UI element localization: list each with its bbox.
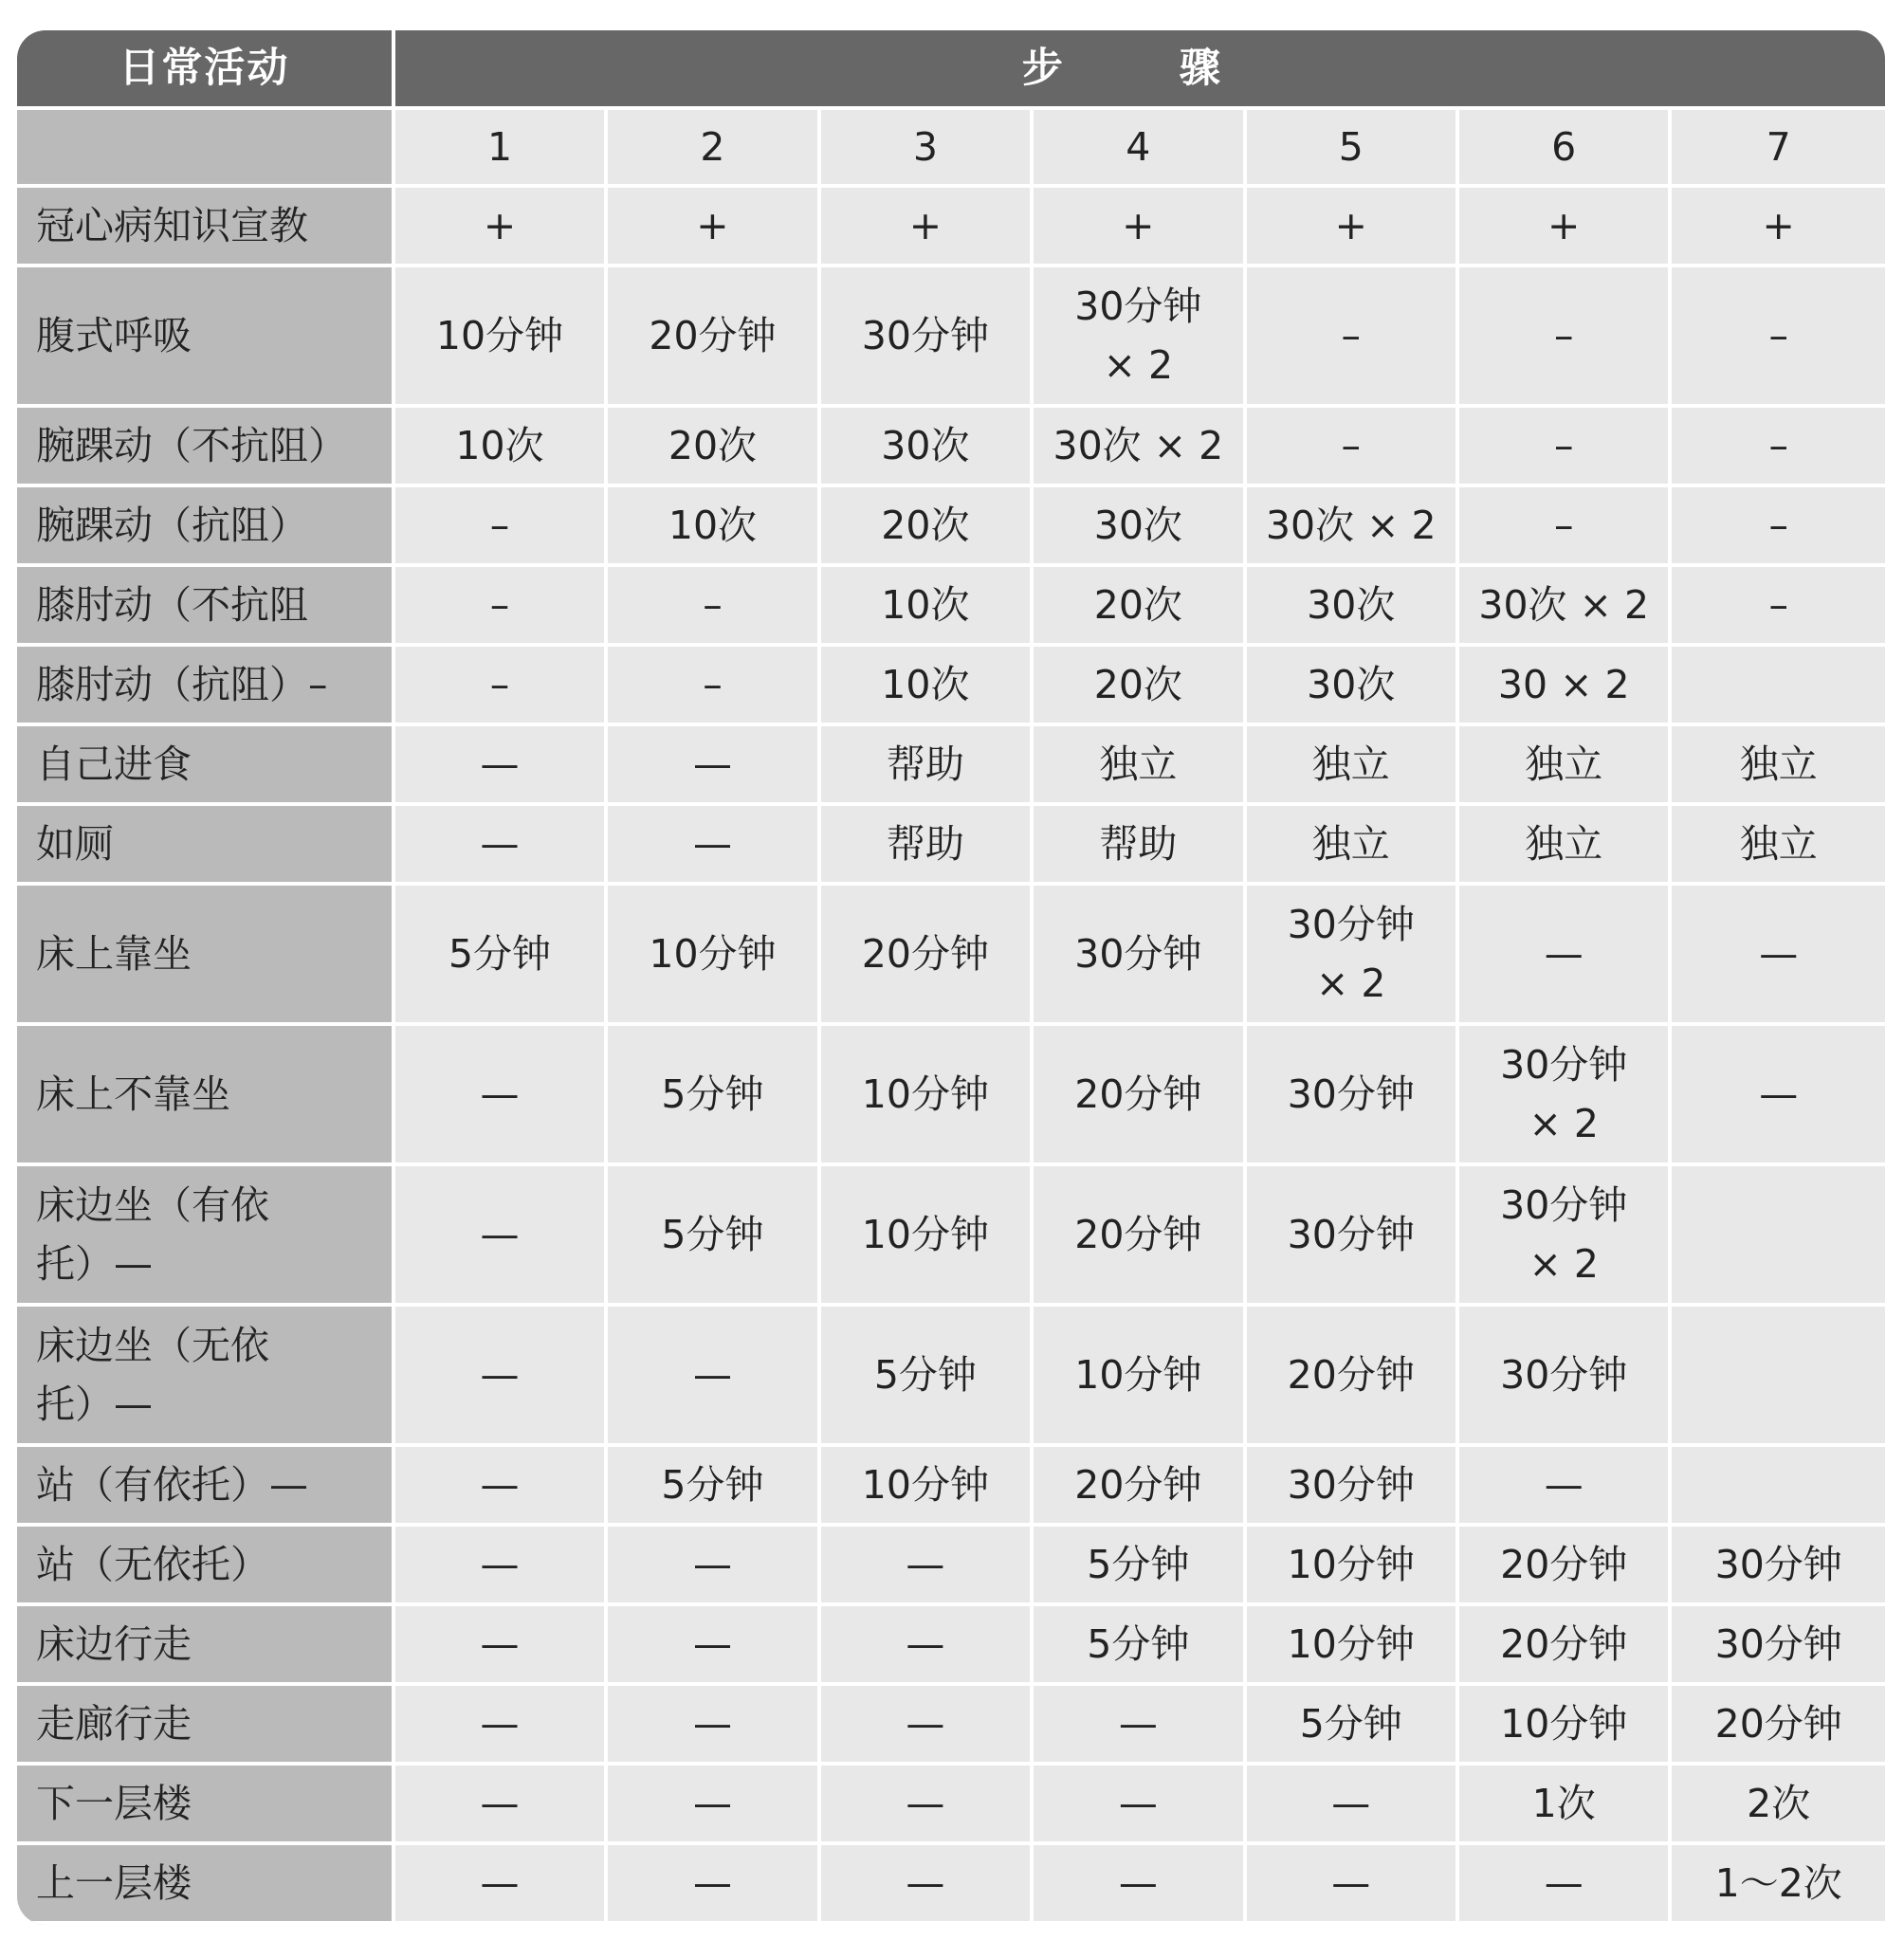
step-cell: 30分钟 (1247, 1026, 1459, 1166)
step-cell: 10分钟 (1247, 1606, 1459, 1686)
step-cell: 20分钟 (1672, 1686, 1885, 1766)
step-cell: — (608, 1766, 820, 1845)
step-cell (1672, 1166, 1885, 1307)
step-cell: — (821, 1527, 1034, 1606)
step-cell: — (608, 1845, 820, 1925)
step-cell: 20分钟 (1459, 1527, 1672, 1606)
step-cell: 10分钟 (1459, 1686, 1672, 1766)
step-cell: + (1247, 188, 1459, 267)
step-cell: 20分钟 (821, 886, 1034, 1026)
step-cell: 30分钟 × 2 (1247, 886, 1459, 1026)
step-cell: 20分钟 (1247, 1307, 1459, 1447)
table-row (17, 188, 1885, 267)
step-cell: 20次 (821, 487, 1034, 567)
table-row (17, 408, 1885, 487)
step-cell: 1～2次 (1672, 1845, 1885, 1925)
step-cell: 5分钟 (1034, 1527, 1246, 1606)
activity-label: 走廊行走 (17, 1686, 395, 1766)
step-cell: — (395, 1845, 608, 1925)
step-cell: – (395, 567, 608, 647)
step-cell (1672, 1307, 1885, 1447)
step-cell: – (1247, 267, 1459, 408)
step-cell: 30分钟 (1459, 1307, 1672, 1447)
step-cell: + (1459, 188, 1672, 267)
step-cell: — (608, 726, 820, 806)
step-number-5: 5 (1247, 110, 1459, 188)
table-row (17, 806, 1885, 886)
step-cell: 独立 (1672, 726, 1885, 806)
activity-table-container (17, 30, 1885, 1925)
step-cell: 5分钟 (608, 1447, 820, 1527)
step-cell: — (1034, 1845, 1246, 1925)
activity-label: 如厕 (17, 806, 395, 886)
step-cell: 10分钟 (608, 886, 820, 1026)
step-number-6: 6 (1459, 110, 1672, 188)
step-cell: – (1672, 487, 1885, 567)
step-cell: 帮助 (1034, 806, 1246, 886)
table-row (17, 1307, 1885, 1447)
step-cell: — (1672, 886, 1885, 1026)
activity-label: 床上靠坐 (17, 886, 395, 1026)
header-steps: 步 骤 (395, 30, 1885, 110)
table-row (17, 1845, 1885, 1925)
table-row (17, 1766, 1885, 1845)
step-cell: 20次 (1034, 647, 1246, 726)
activity-label: 床边坐（无依 托）— (17, 1307, 395, 1447)
step-cell: – (1459, 487, 1672, 567)
step-cell: — (608, 1686, 820, 1766)
step-cell: 30分钟 (821, 267, 1034, 408)
step-cell: + (608, 188, 820, 267)
step-cell: 30分钟 (1247, 1166, 1459, 1307)
step-cell: — (395, 1447, 608, 1527)
table-row (17, 487, 1885, 567)
step-cell: 10分钟 (821, 1166, 1034, 1307)
activity-label: 腕踝动（抗阻） (17, 487, 395, 567)
step-cell: 30次 × 2 (1459, 567, 1672, 647)
step-cell: — (608, 1606, 820, 1686)
step-cell: 2次 (1672, 1766, 1885, 1845)
step-cell: – (1672, 408, 1885, 487)
step-cell: 30分钟 × 2 (1459, 1166, 1672, 1307)
step-cell: 独立 (1672, 806, 1885, 886)
step-cell: 20分钟 (1034, 1447, 1246, 1527)
table-row (17, 1166, 1885, 1307)
step-cell: 10分钟 (1247, 1527, 1459, 1606)
step-cell: 30次 (1034, 487, 1246, 567)
activity-label: 冠心病知识宣教 (17, 188, 395, 267)
step-cell: — (1247, 1845, 1459, 1925)
activity-label: 床边行走 (17, 1606, 395, 1686)
step-cell: — (608, 1527, 820, 1606)
step-cell: 5分钟 (821, 1307, 1034, 1447)
step-cell: 10分钟 (395, 267, 608, 408)
step-cell: — (821, 1686, 1034, 1766)
step-cell: — (608, 1307, 820, 1447)
step-cell: — (821, 1606, 1034, 1686)
step-number-row (17, 110, 1885, 188)
step-cell: 10次 (821, 647, 1034, 726)
step-cell: + (395, 188, 608, 267)
step-number-7: 7 (1672, 110, 1885, 188)
table-row (17, 647, 1885, 726)
step-number-1: 1 (395, 110, 608, 188)
step-cell: — (1459, 1447, 1672, 1527)
step-cell: — (608, 806, 820, 886)
step-cell: 20分钟 (1459, 1606, 1672, 1686)
step-cell: — (1459, 1845, 1672, 1925)
step-cell: — (395, 1026, 608, 1166)
step-cell: 20分钟 (1034, 1026, 1246, 1166)
step-number-2: 2 (608, 110, 820, 188)
activity-label: 上一层楼 (17, 1845, 395, 1925)
step-cell: 10次 (821, 567, 1034, 647)
step-cell: 5分钟 (1034, 1606, 1246, 1686)
activity-label: 膝肘动（不抗阻 (17, 567, 395, 647)
step-cell: 5分钟 (395, 886, 608, 1026)
header-activity: 日常活动 (17, 30, 395, 110)
activity-label: 床上不靠坐 (17, 1026, 395, 1166)
step-number-corner (17, 110, 395, 188)
table-row (17, 1527, 1885, 1606)
activity-label: 站（有依托）— (17, 1447, 395, 1527)
activity-label: 腹式呼吸 (17, 267, 395, 408)
step-cell: — (1034, 1766, 1246, 1845)
step-cell: – (1247, 408, 1459, 487)
step-cell: 独立 (1459, 806, 1672, 886)
step-cell: 独立 (1034, 726, 1246, 806)
step-cell: 帮助 (821, 806, 1034, 886)
step-cell: 30次 × 2 (1247, 487, 1459, 567)
step-cell (1672, 647, 1885, 726)
step-cell: – (1672, 267, 1885, 408)
step-cell: 20次 (1034, 567, 1246, 647)
step-cell: 30次 (1247, 647, 1459, 726)
step-cell: — (1672, 1026, 1885, 1166)
step-cell: — (395, 1527, 608, 1606)
step-cell (1672, 1447, 1885, 1527)
step-cell: – (1459, 408, 1672, 487)
step-cell: + (821, 188, 1034, 267)
table-row (17, 886, 1885, 1026)
table-row (17, 726, 1885, 806)
step-cell: 帮助 (821, 726, 1034, 806)
table-row (17, 1606, 1885, 1686)
table-row (17, 567, 1885, 647)
table-row (17, 267, 1885, 408)
activity-label: 下一层楼 (17, 1766, 395, 1845)
step-cell: – (608, 647, 820, 726)
step-cell: — (395, 1686, 608, 1766)
step-cell: 10次 (608, 487, 820, 567)
step-cell: 30分钟 (1672, 1527, 1885, 1606)
step-cell: — (1034, 1686, 1246, 1766)
step-cell: 10分钟 (821, 1447, 1034, 1527)
step-cell: 30分钟 × 2 (1034, 267, 1246, 408)
step-cell: — (395, 1166, 608, 1307)
activity-label: 床边坐（有依 托）— (17, 1166, 395, 1307)
header-row (17, 30, 1885, 110)
step-cell: + (1672, 188, 1885, 267)
step-cell: 30次 (821, 408, 1034, 487)
step-number-3: 3 (821, 110, 1034, 188)
step-cell: — (395, 1307, 608, 1447)
step-cell: 5分钟 (608, 1026, 820, 1166)
step-cell: 10分钟 (1034, 1307, 1246, 1447)
table-row (17, 1026, 1885, 1166)
step-cell: 5分钟 (608, 1166, 820, 1307)
activity-label: 膝肘动（抗阻）– (17, 647, 395, 726)
activity-label: 站（无依托） (17, 1527, 395, 1606)
step-cell: 20次 (608, 408, 820, 487)
step-cell: 30次 (1247, 567, 1459, 647)
activity-label: 腕踝动（不抗阻） (17, 408, 395, 487)
step-number-4: 4 (1034, 110, 1246, 188)
step-cell: 独立 (1247, 726, 1459, 806)
activity-label: 自己进食 (17, 726, 395, 806)
table-row (17, 1686, 1885, 1766)
step-cell: 30次 × 2 (1034, 408, 1246, 487)
step-cell: — (395, 1606, 608, 1686)
step-cell: — (395, 1766, 608, 1845)
step-cell: 1次 (1459, 1766, 1672, 1845)
table-row (17, 1447, 1885, 1527)
step-cell: 独立 (1459, 726, 1672, 806)
step-cell: – (395, 647, 608, 726)
step-cell: 30分钟 (1247, 1447, 1459, 1527)
step-cell: 30分钟 (1672, 1606, 1885, 1686)
step-cell: + (1034, 188, 1246, 267)
step-cell: — (395, 726, 608, 806)
step-cell: 30分钟 (1034, 886, 1246, 1026)
step-cell: – (608, 567, 820, 647)
step-cell: 30 × 2 (1459, 647, 1672, 726)
step-cell: — (1459, 886, 1672, 1026)
step-cell: 10次 (395, 408, 608, 487)
step-cell: 20分钟 (1034, 1166, 1246, 1307)
step-cell: — (821, 1766, 1034, 1845)
activity-steps-table (17, 30, 1885, 1925)
step-cell: 20分钟 (608, 267, 820, 408)
step-cell: 5分钟 (1247, 1686, 1459, 1766)
step-cell: — (821, 1845, 1034, 1925)
step-cell: – (395, 487, 608, 567)
step-cell: 30分钟 × 2 (1459, 1026, 1672, 1166)
table-body (17, 110, 1885, 1925)
step-cell: 10分钟 (821, 1026, 1034, 1166)
step-cell: — (395, 806, 608, 886)
step-cell: 独立 (1247, 806, 1459, 886)
step-cell: — (1247, 1766, 1459, 1845)
step-cell: – (1672, 567, 1885, 647)
step-cell: – (1459, 267, 1672, 408)
